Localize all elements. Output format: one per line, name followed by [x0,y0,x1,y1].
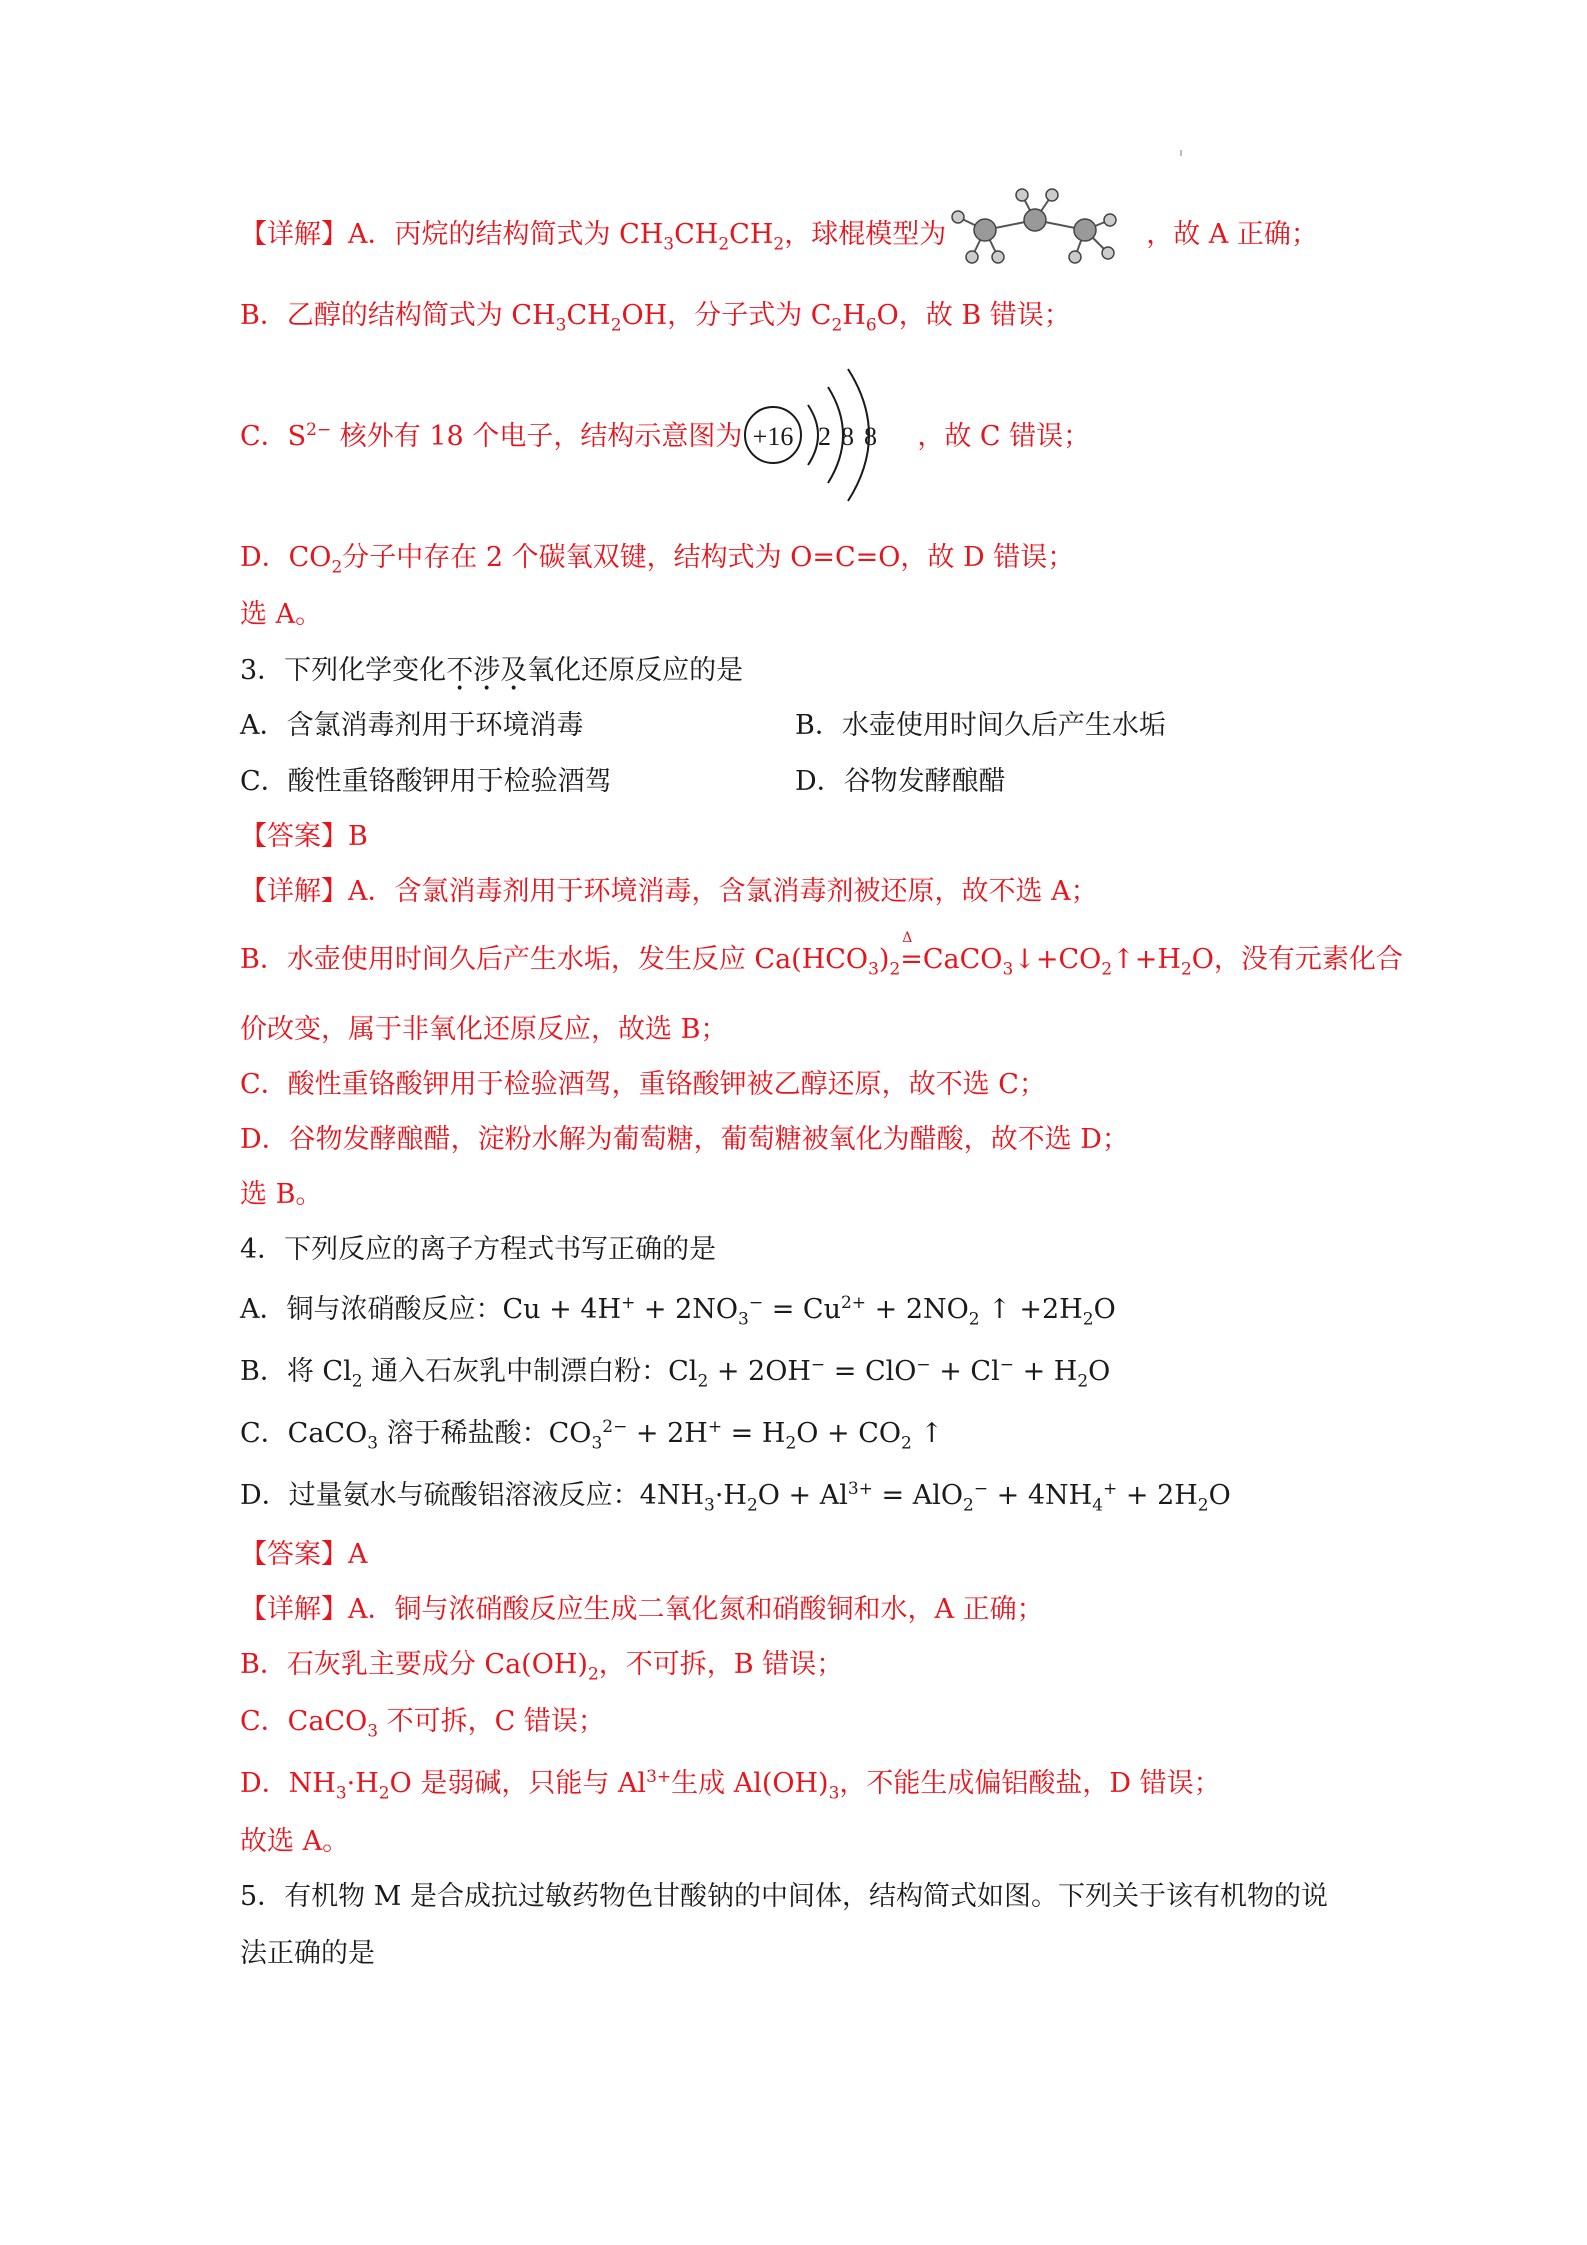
q3-explain-b-cont: 价改变，属于非氧化还原反应，故选 B； [240,1014,728,1045]
q3-explain-b: B．水壶使用时间久后产生水垢，发生反应 $Ca(HCO_3)_2$ Δ $=CaCO_3↓+CO_2↑+H_2O$，没有元素化合 [240,940,1403,980]
sulfur-ion-structure-diagram [740,355,920,515]
q3-answer: 【答案】B [240,821,368,852]
q3-option-a: A．含氯消毒剂用于环境消毒 [240,710,584,741]
q4-option-a: A．铜与浓硝酸反应：$Cu + 4H^+ + 2NO_3^- = Cu^{2+} + 2NO_2$ ↑ $+2H_2O$ [240,1293,1116,1330]
q4-explain-a: 【详解】A．铜与浓硝酸反应生成二氧化氮和硝酸铜和水，A 正确； [240,1594,1044,1625]
q4-stem: 4．下列反应的离子方程式书写正确的是 [240,1234,717,1265]
shell-3-electrons: 8 [864,422,877,451]
q2-explain-d: D．$CO_2$分子中存在 2 个碳氧双键，结构式为 O=C=O，故 D 错误； [240,542,1075,578]
q3-explain-c: C．酸性重铬酸钾用于检验酒驾，重铬酸钾被乙醇还原，故不选 C； [240,1069,1046,1100]
q4-option-b: B．将 $Cl_2$ 通入石灰乳中制漂白粉：$Cl_2 + 2OH^- = ClO^- + Cl^- + H_2O$ [240,1355,1111,1392]
q2-explain-c: C．$S^{2-}$ 核外有 18 个电子，结构示意图为 ，故 C 错误； [240,420,1091,452]
q3-explain-a: 【详解】A．含氯消毒剂用于环境消毒，含氯消毒剂被还原，故不选 A； [240,876,1098,907]
shell-2-electrons: 8 [841,422,854,451]
q4-choose: 故选 A。 [240,1826,350,1857]
q3-option-c: C．酸性重铬酸钾用于检验酒驾 [240,766,612,797]
q4-option-c: C．CaCO$_3$ 溶于稀盐酸：$CO_3^{2-} + 2H^+ = H_2O + CO_2$ ↑ [240,1417,944,1454]
q3-explain-d: D．谷物发酵酿醋，淀粉水解为葡萄糖，葡萄糖被氧化为醋酸，故不选 D； [240,1124,1129,1155]
shell-1-electrons: 2 [818,422,831,451]
q4-explain-c: C．CaCO$_3$ 不可拆，C 错误； [240,1706,605,1742]
q2-choose: 选 A。 [240,599,323,630]
q3-option-d: D．谷物发酵酿醋 [795,766,1006,797]
q3-stem: 3．下列化学变化不涉及氧化还原反应的是 [240,655,744,686]
q4-answer: 【答案】A [240,1539,368,1570]
q4-option-d: D．过量氨水与硫酸铝溶液反应：$4NH_3\cdot H_2O + Al^{3+} = AlO_2^- + 4NH_4^+ + 2H_2O$ [240,1479,1231,1516]
page-mark [1180,150,1182,156]
q2-explain-a: 【详解】A．丙烷的结构简式为 $CH_3CH_2CH_2$，球棍模型为 ，故 A 正确； [240,219,1318,255]
q2-explain-b: B．乙醇的结构简式为 $CH_3CH_2OH$，分子式为 $C_2H_6O$，故 B 错误； [240,300,1071,336]
nucleus-label: +16 [752,422,794,451]
q4-explain-d: D．$NH_3\cdot H_2O$ 是弱碱，只能与 $Al^{3+}$生成 $Al(OH)_3$，不能生成偏铝酸盐，D 错误； [240,1767,1221,1804]
q5-stem-line2: 法正确的是 [240,1938,375,1969]
heat-symbol: Δ [902,930,913,946]
q5-stem-line1: 5．有机物 M 是合成抗过敏药物色甘酸钠的中间体，结构简式如图。下列关于该有机物的说 [240,1881,1328,1912]
q3-option-b: B．水壶使用时间久后产生水垢 [795,710,1166,741]
q3-choose: 选 B。 [240,1179,323,1210]
propane-ball-stick-model [950,185,1120,275]
q4-explain-b: B．石灰乳主要成分 $Ca(OH)_2$，不可拆，B 错误； [240,1649,844,1685]
